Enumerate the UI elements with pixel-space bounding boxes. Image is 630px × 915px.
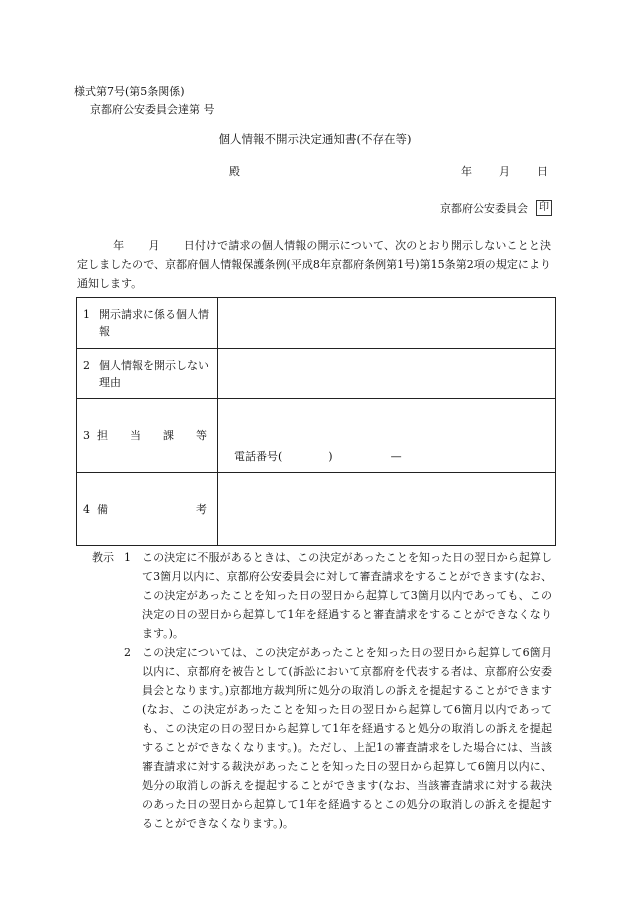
- table-row: [77, 298, 556, 349]
- date-day: 日: [537, 165, 548, 178]
- addressee: 殿: [229, 165, 240, 178]
- note-text: この決定に不服があるときは、この決定があったことを知った日の翌日から起算して3箇月以内に、京都府公安委員会に対して審査請求をすることができます(なお、この決定があったことを知った日の翌日から起算して3箇月以内であっても、この決定の日の翌日から起算して1年を経過すると審査請求をすることができなくなります。)。: [142, 551, 552, 640]
- row-label: 備 考: [97, 502, 207, 516]
- form-reference: 京都府公安委員会達第 号: [90, 103, 215, 116]
- row-value-field[interactable]: [218, 349, 556, 399]
- phone-number-line: [234, 448, 402, 464]
- notice-body: [77, 236, 551, 293]
- phone-paren-close: ): [328, 450, 333, 463]
- department-field[interactable]: [218, 399, 556, 473]
- body-paragraph: 日付けで請求の個人情報の開示について、次のとおり開示しないことと決定しましたので、京都府個人情報保護条例(平成8年京都府条例第1号)第15条第2項の規定により通知します。: [77, 239, 552, 290]
- row-number: 2: [83, 358, 90, 372]
- issuer: [440, 200, 552, 216]
- instructions: [92, 548, 552, 833]
- note-number: 2: [124, 646, 131, 659]
- info-table: [76, 297, 556, 546]
- form-id: 様式第7号(第5条関係): [74, 85, 185, 98]
- note-item: [92, 548, 552, 643]
- body-month: 月: [148, 239, 160, 252]
- phone-dash: —: [390, 450, 402, 463]
- row-label: 担 当 課 等: [97, 429, 207, 442]
- row-label: 個人情報を開示しない理由: [99, 358, 209, 389]
- body-year: 年: [113, 239, 125, 252]
- note-number: 1: [124, 551, 131, 564]
- issue-date: [434, 163, 548, 179]
- remarks-field[interactable]: [218, 473, 556, 546]
- row-number: 1: [83, 308, 90, 321]
- document-title: 個人情報不開示決定通知書(不存在等): [218, 132, 412, 146]
- date-year: 年: [461, 165, 472, 178]
- notes-heading: 教示: [92, 551, 114, 564]
- issuer-name: 京都府公安委員会: [440, 202, 528, 215]
- row-number: 3: [83, 429, 90, 442]
- phone-label: 電話番号(: [234, 450, 283, 463]
- row-number: 4: [83, 502, 90, 516]
- table-row: [77, 349, 556, 399]
- note-item: [92, 643, 552, 833]
- note-text: この決定については、この決定があったことを知った日の翌日から起算して6箇月以内に、京都府を被告として(訴訟において京都府を代表する者は、京都府公安委員会となります。)京都地方裁判所に処分の取消しの訴えを提起することができます(なお、この決定があったことを知った日の翌日から起算して6箇月以内であっても、この決定の日の翌日から起算して1年を経過すると処分の取消しの訴えを提起することができなくなります。)。ただし、上記1の審査請求をした場合には、当該審査請求に対する裁決があったことを知った日の翌日から起算して6箇月以内に、処分の取消しの訴えを提起することができます(なお、当該審査請求に対する裁決のあった日の翌日から起算して1年を経過するとこの処分の取消しの訴えを提起することができなくなります。)。: [142, 646, 552, 830]
- seal-mark: 印: [536, 200, 552, 216]
- row-label: 開示請求に係る個人情報: [99, 308, 209, 338]
- row-value-field[interactable]: [218, 298, 556, 349]
- table-row: [77, 399, 556, 473]
- table-row: [77, 473, 556, 546]
- date-month: 月: [499, 165, 510, 178]
